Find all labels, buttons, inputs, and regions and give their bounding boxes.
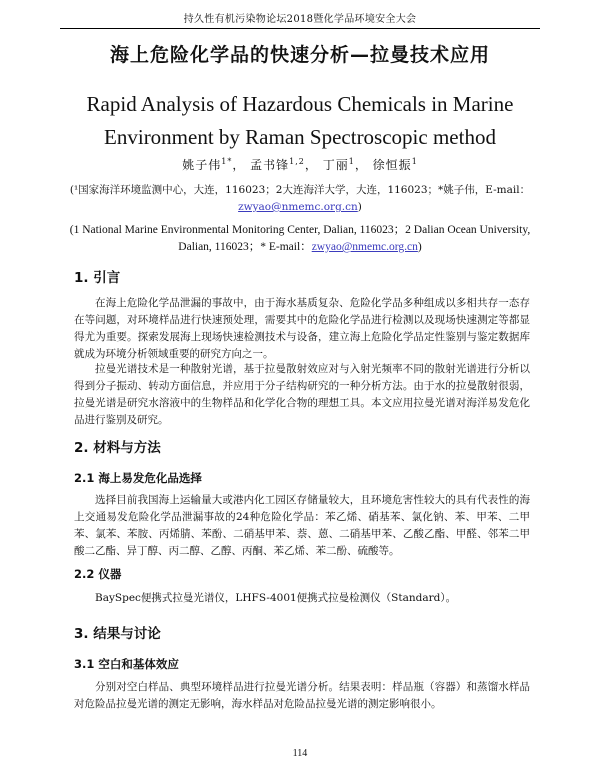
author-name: 徐恒振 (372, 158, 412, 172)
subsection-heading-2-2: 2.2 仪器 (74, 567, 122, 581)
section-heading-materials: 2. 材料与方法 (74, 440, 161, 456)
author-name: 姚子伟 (182, 158, 222, 172)
paragraph-introduction-1: 在海上危险化学品泄漏的事故中，由于海水基质复杂、危险化学品多种组成以多相共存一态存在等问题，对环境样品进行快速预处理，需要其中的危险化学品进行检测以及现场快速测定等都显得尤为重要。探索发展海上现场快速检测技术与设备，建立海上危险化学品定性鉴别与鉴定数据库就成为环境分析领域重要的研究方向之一。 (74, 297, 530, 360)
title-english: Rapid Analysis of Hazardous Chemicals in Marine Environment by Raman Spectroscopic method (86, 92, 514, 149)
author-affil-sup: 1,2 (289, 157, 305, 166)
author-affil-sup: 1 (348, 157, 355, 166)
page-number: 114 (292, 748, 308, 759)
running-header: 持久性有机污染物论坛2018暨化学品环境安全大会 (60, 10, 540, 29)
affiliation-cn-close: ) (357, 201, 362, 213)
paragraph-blank-matrix-effect: 分别对空白样品、典型环境样品进行拉曼光谱分析。结果表明：样品瓶（容器）和蒸馏水样品对危险品拉曼光谱的测定无影响，海水样品对危险品拉曼光谱的测定影响很小。 (74, 681, 530, 710)
email-link-en[interactable]: zwyao@nmemc.org.cn (311, 241, 418, 253)
subsection-heading-2-1: 2.1 海上易发危化品选择 (74, 471, 202, 485)
author-affil-sup: 1 (411, 157, 418, 166)
paragraph-chemical-selection: 选择目前我国海上运输量大或港内化工园区存储量较大，且环境危害性较大的具有代表性的海上交通易发危险化学品泄漏事故的24种危险化学品：苯乙烯、硝基苯、氯化钠、苯、甲苯、二甲苯、氯苯、苯胺、丙烯腈、苯酚、二硝基甲苯、萘、蒽、二硝基甲苯、乙酸乙酯、甲醛、邻苯二甲酸二乙酯、异丁醇、丙二醇、乙醇、丙酮、苯乙烯、苯二酚、硫酸等。 (74, 494, 530, 557)
author-affil-sup: 1* (221, 157, 233, 166)
section-heading-introduction: 1. 引言 (74, 270, 121, 286)
author-list: 姚子伟$^{1*}$， 孟书锋$^{1,2}$， 丁丽$^1$， 徐恒振$^1$ (182, 157, 418, 172)
affiliation-en-close: ) (417, 241, 422, 253)
affiliation-en-text: (1 National Marine Environmental Monitoring Center, Dalian, 116023；2 Dalian Ocean University, Dalian, 116023；* E-mail： (69, 224, 531, 253)
affiliation-chinese (60, 182, 540, 216)
email-link-cn[interactable]: zwyao@nmemc.org.cn (238, 201, 358, 213)
section-heading-results: 3. 结果与讨论 (74, 626, 161, 642)
author-name: 孟书锋 (250, 158, 290, 172)
affiliation-cn-text: (¹国家海洋环境监测中心，大连，116023；2大连海洋大学，大连，116023；*姚子伟，E-mail： (69, 184, 531, 196)
subsection-heading-3-1: 3.1 空白和基体效应 (74, 657, 179, 671)
paragraph-instruments: BaySpec便携式拉曼光谱仪，LHFS-4001便携式拉曼检测仪（Standard）。 (95, 592, 457, 604)
paragraph-introduction-2: 拉曼光谱技术是一种散射光谱，基于拉曼散射效应对与入射光频率不同的散射光谱进行分析以得到分子振动、转动方面信息，并应用于分子结构研究的一种分析方法。由于水的拉曼散射很弱，拉曼光谱是研究水溶液中的生物样品和化学化合物的理想工具。本文应用拉曼光谱对海洋易发危化品进行鉴别及研究。 (74, 363, 530, 426)
affiliation-english (60, 222, 540, 256)
author-name: 丁丽 (322, 158, 349, 172)
title-chinese: 海上危险化学品的快速分析—拉曼技术应用 (109, 44, 490, 66)
